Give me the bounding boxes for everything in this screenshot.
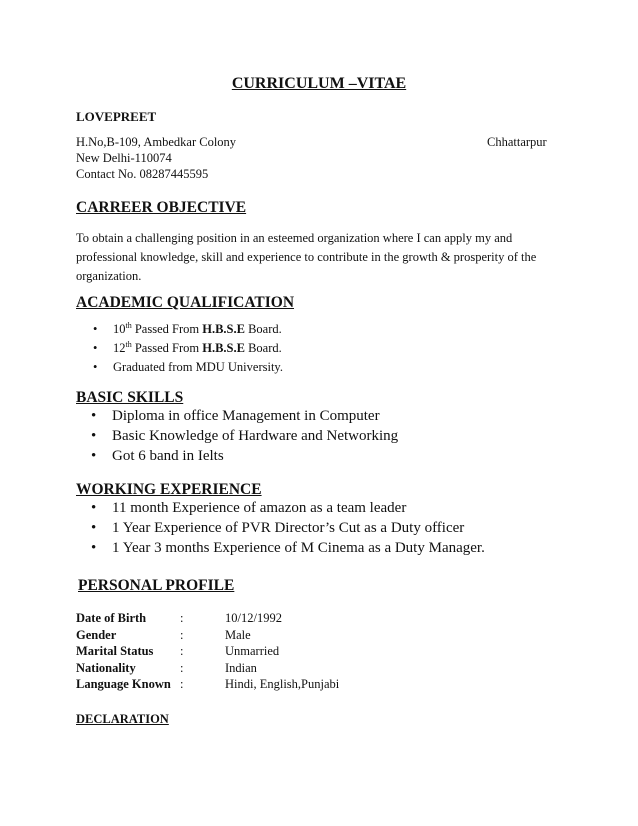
item-text: Passed From bbox=[131, 341, 203, 355]
profile-value: Male bbox=[225, 627, 251, 642]
profile-label: Marital Status bbox=[76, 644, 154, 658]
profile-value: Hindi, English,Punjabi bbox=[225, 677, 340, 691]
address-line-2: New Delhi-110074 bbox=[76, 151, 172, 165]
experience-heading: WORKING EXPERIENCE bbox=[76, 481, 262, 498]
profile-value: Unmarried bbox=[225, 644, 280, 658]
objective-text: To obtain a challenging position in an esteemed organization where I can apply my and professional knowledge, skill and experience to contribute in the growth & prosperity of the organization. bbox=[76, 231, 537, 283]
skills-list bbox=[76, 408, 398, 468]
list-item: • Basic Knowledge of Hardware and Networking bbox=[76, 428, 398, 448]
objective-heading: CARREER OBJECTIVE bbox=[76, 199, 247, 216]
list-item: • 1 Year Experience of PVR Director’s Cut as a Duty officer bbox=[76, 520, 485, 540]
table-row bbox=[76, 644, 339, 661]
academic-heading: ACADEMIC QUALIFICATION bbox=[76, 294, 295, 311]
list-item: • Got 6 band in Ielts bbox=[76, 448, 398, 468]
table-row bbox=[76, 611, 339, 628]
table-row bbox=[76, 628, 339, 645]
address-city: Chhattarpur bbox=[487, 135, 547, 149]
profile-separator: : bbox=[180, 677, 184, 691]
contact-number: Contact No. 08287445595 bbox=[76, 167, 209, 181]
document-title: CURRICULUM –VITAE bbox=[231, 75, 407, 92]
item-text: Board. bbox=[244, 322, 282, 336]
list-item: • Graduated from MDU University. bbox=[76, 360, 283, 379]
declaration-heading: DECLARATION bbox=[76, 712, 169, 726]
address-line-1: H.No,B-109, Ambedkar Colony bbox=[76, 135, 237, 149]
profile-separator: : bbox=[180, 660, 184, 675]
table-row bbox=[76, 661, 339, 678]
list-item: • Diploma in office Management in Computer bbox=[76, 408, 398, 428]
grade-suffix: th bbox=[125, 340, 132, 349]
profile-separator: : bbox=[180, 644, 184, 658]
grade-suffix: th bbox=[125, 321, 132, 330]
experience-list bbox=[76, 500, 485, 560]
list-item: • 1 Year 3 months Experience of M Cinema as a Duty Manager. bbox=[76, 540, 485, 560]
profile-heading: PERSONAL PROFILE bbox=[78, 577, 235, 594]
personal-profile-table bbox=[76, 611, 339, 694]
board-name: H.B.S.E bbox=[202, 322, 245, 336]
profile-separator: : bbox=[180, 627, 184, 642]
profile-label: Gender bbox=[76, 627, 117, 642]
skills-heading: BASIC SKILLS bbox=[76, 389, 184, 406]
table-row bbox=[76, 677, 339, 694]
grade-number: 12 bbox=[113, 341, 126, 355]
grade-number: 10 bbox=[113, 322, 126, 336]
profile-label: Nationality bbox=[76, 660, 136, 675]
profile-label: Language Known bbox=[76, 677, 171, 691]
profile-value: Indian bbox=[225, 660, 257, 675]
profile-value: 10/12/1992 bbox=[225, 611, 282, 625]
profile-label: Date of Birth bbox=[76, 611, 147, 625]
board-name: H.B.S.E bbox=[202, 341, 245, 355]
list-item bbox=[76, 322, 283, 341]
item-text: Passed From bbox=[131, 322, 203, 336]
list-item: • 11 month Experience of amazon as a team leader bbox=[76, 500, 485, 520]
list-item bbox=[76, 341, 283, 360]
profile-separator: : bbox=[180, 611, 184, 625]
academic-list bbox=[76, 322, 283, 379]
applicant-name: LOVEPREET bbox=[76, 109, 157, 124]
item-text: Board. bbox=[244, 341, 282, 355]
